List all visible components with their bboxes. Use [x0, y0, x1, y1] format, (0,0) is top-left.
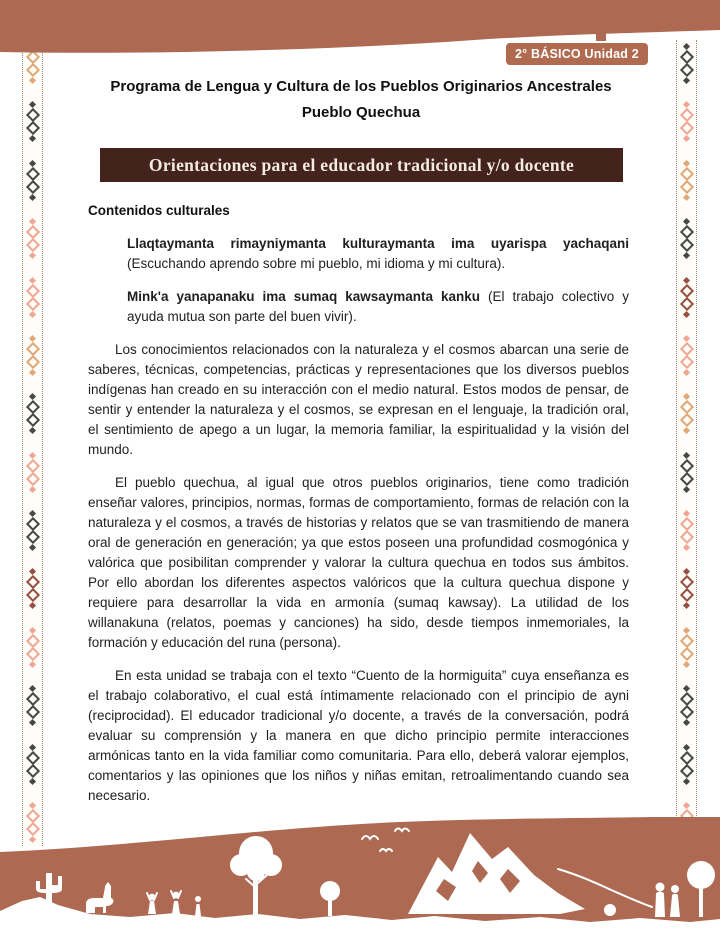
diamond-motif — [682, 217, 692, 260]
cultural-content-quechua: Llaqtaymanta rimayniymanta kulturaymanta ima uyarispa yachaqani — [127, 236, 629, 251]
program-title-line1: Programa de Lengua y Cultura de los Pueblos Originarios Ancestrales — [110, 78, 612, 95]
contents-heading: Contenidos culturales — [88, 203, 230, 218]
body-paragraph: Los conocimientos relacionados con la naturaleza y el cosmos abarcan una serie de saberes, técnicas, competencias, prácticas y representaciones que los diversos pueblos indígenas han creado en su interacción con el medio natural. Estos modos de pensar, de sentir y entender la naturaleza y el cosmos, se expresan en el lenguaje, la tradición oral, el sentimiento de apego a un lugar, la memoria familiar, la espiritualidad y la visión del mundo. — [88, 342, 629, 457]
diamond-motif — [28, 509, 38, 552]
body-paragraph: En esta unidad se trabaja con el texto “Cuento de la hormiguita” cuya enseñanza es el trabajo colaborativo, el cual está íntimamente relacionado con el principio de ayni (reciprocidad). El educador tradicional y/o docente, a través de la conversación, podrá evaluar su comprensión y la manera en que dicho principio permite interacciones armónicas tanto en la vida familiar como comunitaria. Para ello, deberá valorar ejemplos, comentarios y las opiniones que los niños y niñas emitan, retroalimentando cuando sea necesario. — [88, 668, 629, 803]
cultural-content-item — [127, 234, 629, 274]
cultural-content-spanish: (Escuchando aprendo sobre mi pueblo, mi idioma y mi cultura). — [127, 256, 506, 271]
diamond-motif — [682, 334, 692, 377]
left-textile-border — [22, 40, 43, 846]
diamond-motif — [28, 567, 38, 610]
program-title-line2: Pueblo Quechua — [301, 104, 421, 121]
diamond-motif — [682, 392, 692, 435]
diamond-motif — [682, 567, 692, 610]
program-header — [88, 74, 634, 126]
diamond-motif — [682, 509, 692, 552]
diamond-motif — [682, 159, 692, 202]
diamond-motif — [682, 743, 692, 786]
diamond-motif — [28, 217, 38, 260]
diamond-motif — [682, 684, 692, 727]
diamond-motif — [682, 626, 692, 669]
diamond-motif — [28, 159, 38, 202]
diamond-motif — [28, 684, 38, 727]
diamond-motif — [28, 334, 38, 377]
diamond-motif — [28, 743, 38, 786]
diamond-motif — [28, 626, 38, 669]
diamond-motif — [28, 276, 38, 319]
right-textile-border — [676, 40, 697, 846]
body-paragraph: El pueblo quechua, al igual que otros pueblos originarios, tiene como tradición enseñar valores, principios, normas, formas de comportamiento, formas de relación con la naturaleza y el cosmos, a través de historias y relatos que se van trasmitiendo de manera oral de generación en generación; ya que estos poseen una profundidad cosmogónica y valórica que posibilitan comprender y valorar la cultura quechua en todos sus ámbitos. Por ello abordan los diferentes aspectos valóricos que la cultura quechua dispone y requiere para desarrollar la vida en armonía (sumaq kawsay). La utilidad de los willanakuna (relatos, poemas y canciones) ha sido, desde tiempos inmemoriales, la formación y educación del runa (persona). — [88, 475, 629, 650]
diamond-motif — [682, 276, 692, 319]
diamond-motif — [28, 451, 38, 494]
bottom-landscape-illustration — [0, 817, 720, 932]
diamond-motif — [28, 392, 38, 435]
cultural-content-spanish: (El trabajo colectivo y ayuda mutua son parte del buen vivir). — [127, 289, 629, 324]
cultural-content-quechua: Mink'a yanapanaku ima sumaq kawsaymanta kanku — [127, 289, 481, 304]
unit-badge: 2° BÁSICO Unidad 2 — [504, 41, 650, 67]
section-banner: Orientaciones para el educador tradicional y/o docente — [100, 148, 623, 182]
diamond-motif — [28, 100, 38, 143]
cultural-content-item — [127, 287, 629, 327]
diamond-motif — [682, 451, 692, 494]
diamond-motif — [682, 100, 692, 143]
content-area — [88, 201, 629, 819]
